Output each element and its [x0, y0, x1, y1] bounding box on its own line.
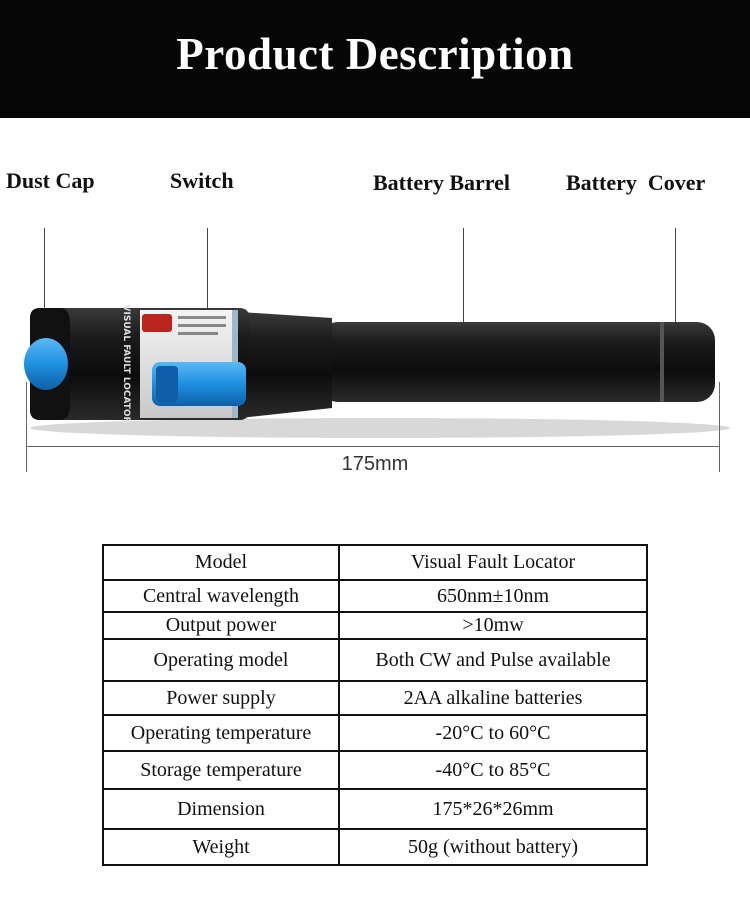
- callout-dust-cap: Dust Cap: [6, 168, 95, 193]
- spec-key: Operating model: [103, 639, 339, 681]
- spec-key: Output power: [103, 612, 339, 639]
- callout-battery-barrel: Battery Barrel: [373, 170, 511, 195]
- table-row: [103, 789, 647, 829]
- table-row: [103, 751, 647, 789]
- spec-value: 175*26*26mm: [339, 789, 647, 829]
- pen-taper-shape: [240, 312, 332, 418]
- spec-value: Visual Fault Locator: [339, 545, 647, 580]
- laser-warning-badge: [142, 314, 172, 332]
- fault-locator-pen-illustration: [20, 300, 730, 450]
- spec-key: Central wavelength: [103, 580, 339, 612]
- spec-value: -20°C to 60°C: [339, 715, 647, 751]
- table-row: [103, 715, 647, 751]
- table-row: [103, 829, 647, 865]
- spec-key: Power supply: [103, 681, 339, 715]
- callout-switch: Switch: [170, 168, 234, 193]
- pen-shadow: [30, 418, 730, 438]
- spec-value: Both CW and Pulse available: [339, 639, 647, 681]
- page-title: Product Description: [176, 29, 574, 79]
- spec-value: 2AA alkaline batteries: [339, 681, 647, 715]
- battery-cover-ring: [660, 322, 664, 402]
- spec-key: Dimension: [103, 789, 339, 829]
- specification-table: [102, 544, 648, 866]
- table-row: [103, 639, 647, 681]
- dimension-line: [26, 446, 720, 447]
- table-row: [103, 612, 647, 639]
- spec-value: 650nm±10nm: [339, 580, 647, 612]
- spec-value: -40°C to 85°C: [339, 751, 647, 789]
- table-row: [103, 545, 647, 580]
- spec-value: >10mw: [339, 612, 647, 639]
- spec-key: Weight: [103, 829, 339, 865]
- spec-value: 50g (without battery): [339, 829, 647, 865]
- pen-side-text: VISUAL FAULT LOCATOR: [121, 304, 131, 424]
- spec-key: Operating temperature: [103, 715, 339, 751]
- table-row: [103, 681, 647, 715]
- spec-key: Storage temperature: [103, 751, 339, 789]
- dimension-label: 175mm: [341, 453, 409, 475]
- callout-battery-cover: Battery Cover: [566, 170, 706, 195]
- battery-barrel-shape: [320, 322, 715, 402]
- spec-key: Model: [103, 545, 339, 580]
- header-banner: [0, 0, 750, 118]
- dust-cap-blue-insert: [24, 338, 68, 390]
- table-row: [103, 580, 647, 612]
